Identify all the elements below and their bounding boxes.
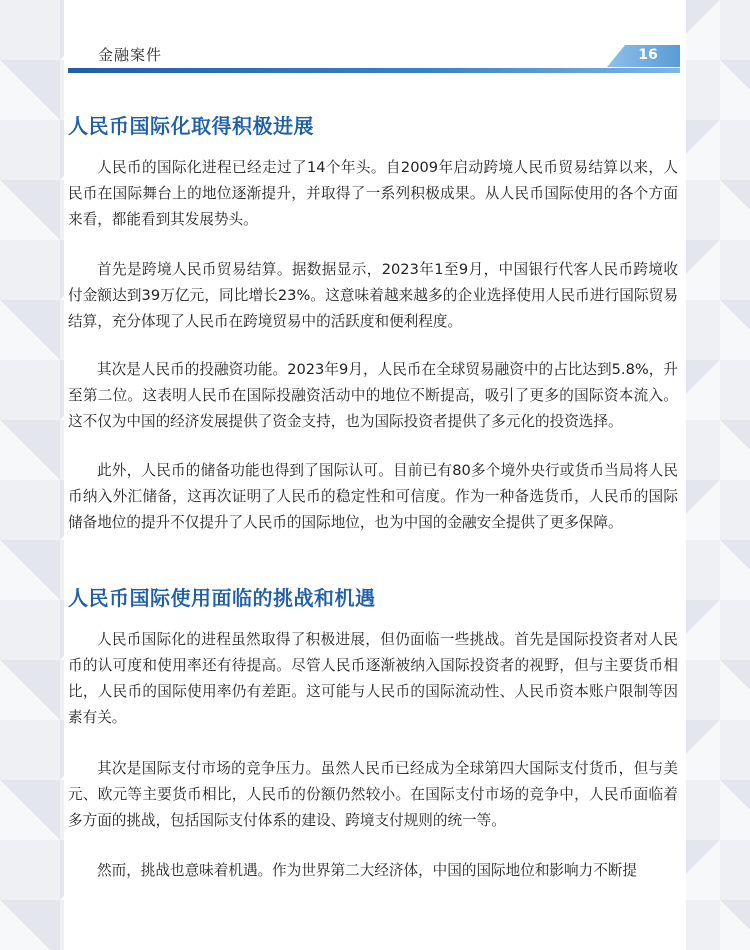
header-rule — [68, 68, 680, 73]
paragraph: 此外，人民币的储备功能也得到了国际认可。目前已有80多个境外央行或货币当局将人民币纳入外汇储备，这再次证明了人民币的稳定性和可信度。作为一种备选货币，人民币的国际储备地位的提升不仅提升了人民币的国际地位，也为中国的金融安全提供了更多保障。 — [68, 462, 678, 531]
paragraph: 人民币国际化的进程虽然取得了积极进展，但仍面临一些挑战。首先是国际投资者对人民币的认可度和使用率还有待提高。尽管人民币逐渐被纳入国际投资者的视野，但与主要货币相比，人民币的国际使用率仍有差距。这可能与人民币的国际流动性、人民币资本账户限制等因素有关。 — [68, 631, 678, 726]
paragraph: 其次是国际支付市场的竞争压力。虽然人民币已经成为全球第四大国际支付货币，但与美元、欧元等主要货币相比，人民币的份额仍然较小。在国际支付市场的竞争中，人民币面临着多方面的挑战，包括国际支付体系的建设、跨境支付规则的统一等。 — [68, 760, 678, 829]
paragraph: 首先是跨境人民币贸易结算。据数据显示，2023年1至9月，中国银行代客人民币跨境收付金额达到39万亿元，同比增长23%。这意味着越来越多的企业选择使用人民币进行国际贸易结算，充分体现了人民币在跨境贸易中的活跃度和便利程度。 — [68, 261, 678, 330]
paragraph: 然而，挑战也意味着机遇。作为世界第二大经济体，中国的国际地位和影响力不断提 — [97, 862, 637, 879]
section-heading-challenges: 人民币国际使用面临的挑战和机遇 — [68, 586, 376, 610]
paragraph: 人民币的国际化进程已经走过了14个年头。自2009年启动跨境人民币贸易结算以来，人民币在国际舞台上的地位逐渐提升，并取得了一系列积极成果。从人民币国际使用的各个方面来看，都能看到其发展势头。 — [68, 159, 678, 228]
section-heading-progress: 人民币国际化取得积极进展 — [68, 114, 314, 138]
document-page — [64, 0, 686, 950]
paragraph: 其次是人民币的投融资功能。2023年9月，人民币在全球贸易融资中的占比达到5.8%，升至第二位。这表明人民币在国际投融资活动中的地位不断提高，吸引了更多的国际资本流入。这不仅为中国的经济发展提供了资金支持，也为国际投资者提供了多元化的投资选择。 — [68, 361, 678, 430]
running-header-title: 金融案件 — [98, 46, 163, 64]
page-number: 16 — [638, 47, 658, 63]
